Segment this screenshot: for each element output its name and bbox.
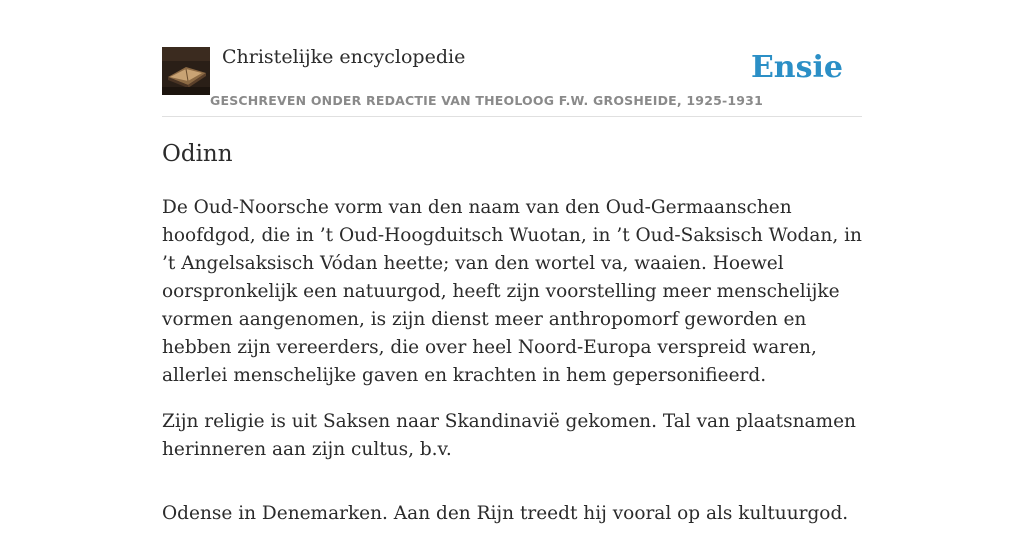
article-paragraph: Odense in Denemarken. Aan den Rijn treedt hij vooral op als kultuurgod. — [162, 503, 849, 524]
article-paragraph: Zijn religie is uit Saksen naar Skandinavië gekomen. Tal van plaatsnamen herinneren aan zijn cultus, b.v. — [162, 411, 856, 460]
article — [162, 138, 867, 546]
site-title[interactable]: Christelijke encyclopedie — [222, 46, 466, 68]
site-logo-avatar[interactable] — [162, 47, 210, 95]
site-header — [162, 46, 862, 117]
book-icon — [162, 47, 210, 95]
article-title: Odinn — [162, 141, 233, 167]
site-subtitle: GESCHREVEN ONDER REDACTIE VAN THEOLOOG F.W. GROSHEIDE, 1925-1931 — [210, 93, 763, 108]
brand-logo-link[interactable]: Ensie — [750, 50, 843, 85]
article-paragraph: De Oud-Noorsche vorm van den naam van den Oud-Germaanschen hoofdgod, die in ’t Oud-Hoogduitsch Wuotan, in ’t Oud-Saksisch Wodan, in ’t Angelsaksisch Vódan heette; van den wortel va, waaien. Hoewel oorspronkelijk een natuurgod, heeft zijn voorstelling meer menschelijke vormen aangenomen, is zijn dienst meer anthropomorf geworden en hebben zijn vereerders, die over heel Noord-Europa verspreid waren, allerlei menschelijke gaven en krachten in hem gepersonifieerd. — [162, 197, 862, 386]
